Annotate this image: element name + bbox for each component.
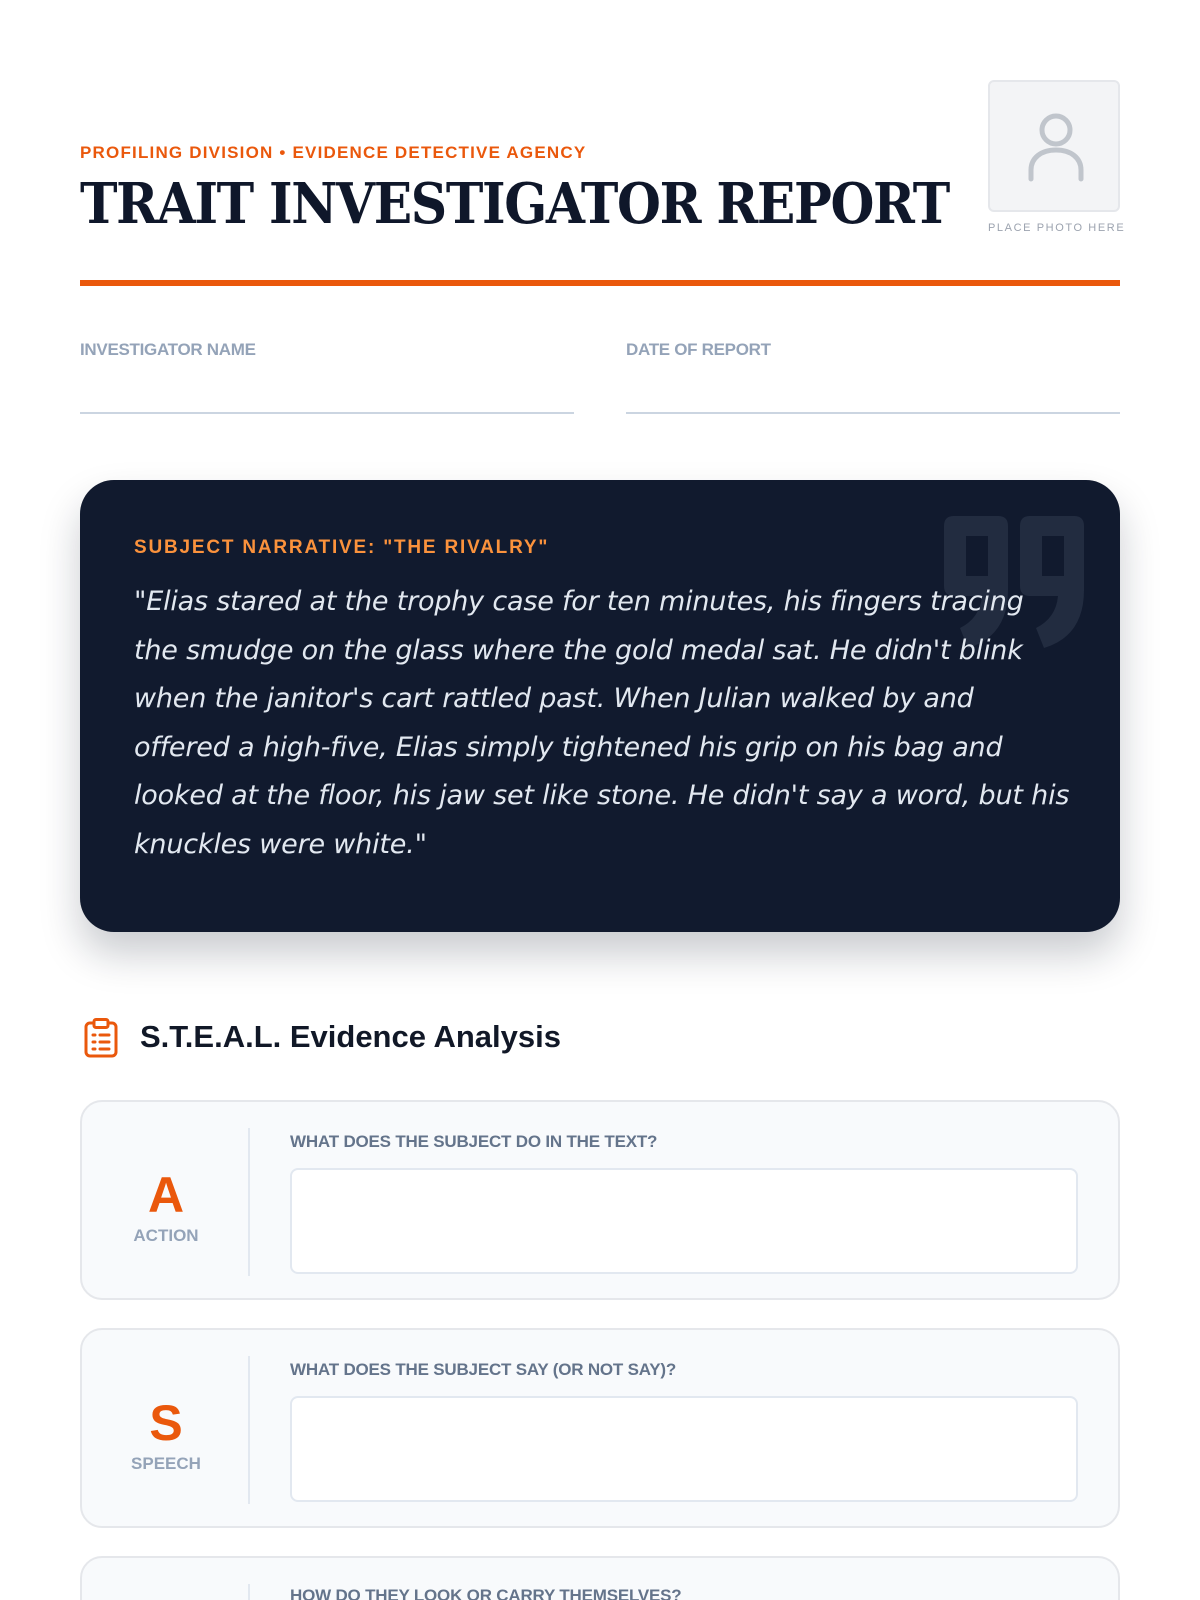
photo-placeholder[interactable] — [988, 80, 1120, 212]
card-word: ACTION — [133, 1226, 199, 1245]
report-title: TRAIT INVESTIGATOR REPORT — [80, 171, 949, 237]
photo-caption: PLACE PHOTO HERE — [988, 222, 1126, 234]
person-icon — [1028, 112, 1084, 182]
date-of-report-label: DATE OF REPORT — [626, 340, 771, 359]
investigator-name-line — [80, 412, 574, 414]
investigator-name-field — [80, 340, 574, 414]
card-question: WHAT DOES THE SUBJECT SAY (OR NOT SAY)? — [290, 1360, 677, 1379]
investigator-name-label: INVESTIGATOR NAME — [80, 340, 256, 359]
card-side-panel — [82, 1128, 250, 1276]
investigator-name-value[interactable] — [80, 368, 574, 408]
steal-card-looks — [80, 1556, 1120, 1600]
card-side-panel — [82, 1584, 250, 1600]
card-question: HOW DO THEY LOOK OR CARRY THEMSELVES? — [290, 1586, 682, 1600]
card-word: SPEECH — [131, 1454, 201, 1473]
analysis-heading — [80, 1016, 780, 1060]
analysis-title: S.T.E.A.L. Evidence Analysis — [140, 1019, 561, 1054]
date-of-report-value[interactable] — [626, 368, 1120, 408]
steal-card-action — [80, 1100, 1120, 1300]
header-divider — [80, 280, 1120, 286]
card-question: WHAT DOES THE SUBJECT DO IN THE TEXT? — [290, 1132, 658, 1151]
narrative-text: "Elias stared at the trophy case for ten minutes, his fingers tracing the smudge on the glass where the gold medal sat. He didn't blink when the janitor's cart rattled past. When Julian walked by and offered a high-five, Elias simply tightened his grip on his bag and looked at the floor, his jaw set like stone. He didn't say a word, but his knuckles were white." — [134, 586, 1070, 860]
card-side-panel — [82, 1356, 250, 1504]
narrative-title: SUBJECT NARRATIVE: "THE RIVALRY" — [134, 537, 550, 558]
report-header — [80, 80, 1126, 286]
action-answer-box[interactable] — [290, 1168, 1078, 1274]
division-kicker: PROFILING DIVISION • EVIDENCE DETECTIVE AGENCY — [80, 143, 587, 162]
date-of-report-field — [626, 340, 1120, 414]
steal-card-speech — [80, 1328, 1120, 1528]
card-letter: A — [147, 1167, 185, 1223]
subject-narrative-card — [80, 480, 1120, 932]
card-letter: S — [149, 1395, 183, 1451]
clipboard-icon — [83, 1018, 119, 1058]
date-of-report-line — [626, 412, 1120, 414]
speech-answer-box[interactable] — [290, 1396, 1078, 1502]
